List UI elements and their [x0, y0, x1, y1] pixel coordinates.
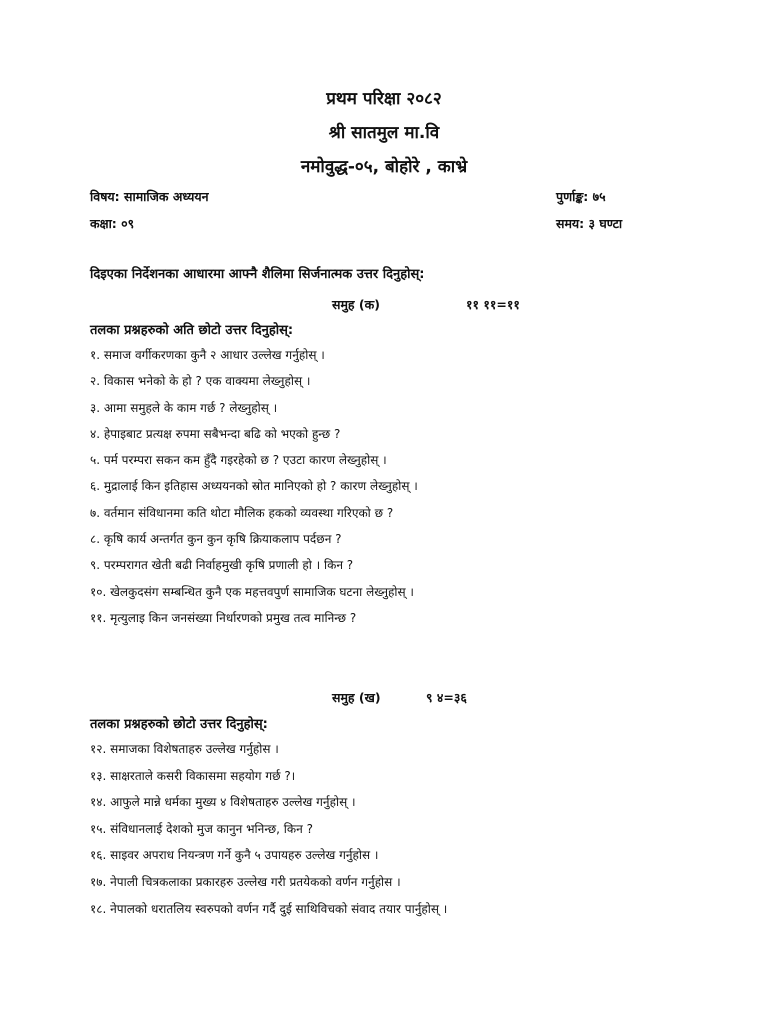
- group-ka-marks: ११ ११=११: [466, 297, 520, 312]
- question-item: १८. नेपालको धरातलिय स्वरुपको वर्णन गर्दै दुई साथिविचको संवाद तयार पार्नुहोस् ।: [90, 901, 448, 916]
- question-item: ११. मृत्युलाइ किन जनसंख्या निर्धारणको प्रमुख तत्व मानिन्छ ?: [90, 610, 357, 625]
- time-label: समय: ३ घण्टा: [556, 216, 623, 231]
- question-item: १६. साइवर अपराध नियन्त्रण गर्ने कुनै ५ उपायहरु उल्लेख गर्नुहोस ।: [90, 848, 379, 863]
- question-item: ३. आमा समुहले के काम गर्छ ? लेख्नुहोस् ।: [90, 400, 278, 415]
- question-item: ८. कृषि कार्य अन्तर्गत कुन कुन कृषि क्रियाकलाप पर्दछन ?: [90, 532, 342, 547]
- subject-label: विषय: सामाजिक अध्ययन: [90, 189, 209, 204]
- school-name: श्री सातमुल मा.वि: [328, 123, 440, 143]
- question-item: १७. नेपाली चित्रकलाका प्रकारहरु उल्लेख गरी प्रतयेकको वर्णन गर्नुहोस ।: [90, 874, 401, 889]
- general-instruction: दिइएका निर्देशनका आधारमा आफ्नै शैलिमा सिर्जनात्मक उत्तर दिनुहोस्:: [90, 267, 425, 282]
- question-item: २. विकास भनेको के हो ? एक वाक्यमा लेख्नुहोस् ।: [90, 374, 311, 389]
- group-kha-question-list: [90, 740, 447, 926]
- question-item: १२. समाजका विशेषताहरु उल्लेख गर्नुहोस ।: [90, 742, 279, 756]
- question-item: १३. साक्षरताले कसरी विकासमा सहयोग गर्छ ?।: [90, 768, 296, 783]
- group-kha-marks: ९ ४=३६: [426, 690, 467, 705]
- question-item: १०. खेलकुदसंग सम्बन्धित कुनै एक महत्तवपुर्ण सामाजिक घटना लेख्नुहोस् ।: [90, 584, 414, 599]
- group-kha-subtitle: तलका प्रश्नहरुको छोटो उत्तर दिनुहोस्:: [90, 717, 268, 732]
- question-item: ५. पर्म परम्परा सकन कम हुँदै गइरहेको छ ? एउटा कारण लेख्नुहोस् ।: [90, 453, 387, 468]
- full-marks-label: पुर्णाङ्क: ७५: [556, 189, 606, 204]
- question-item: ७. वर्तमान संविधानमा कति थोटा मौलिक हकको व्यवस्था गरिएको छ ?: [90, 505, 394, 520]
- school-address: नमोवुद्ध-०५, बोहोरे , काभ्रे: [300, 157, 468, 177]
- question-item: १. समाज वर्गीकरणका कुनै २ आधार उल्लेख गर्नुहोस् ।: [90, 348, 325, 362]
- class-label: कक्षा: ०९: [90, 216, 135, 231]
- question-item: ६. मुद्रालाई किन इतिहास अध्ययनको स्रोत मानिएको हो ? कारण लेख्नुहोस् ।: [90, 479, 418, 494]
- group-ka-title: समुह (क): [332, 297, 380, 312]
- question-item: ४. हेपाइबाट प्रत्यक्ष रुपमा सबैभन्दा बढि को भएको हुन्छ ?: [90, 426, 341, 441]
- group-ka-question-list: [90, 346, 418, 635]
- exam-title: प्रथम परिक्षा २०८२: [326, 89, 442, 109]
- question-item: ९. परम्परागत खेती बढी निर्वाहमुखी कृषि प्रणाली हो । किन ?: [90, 558, 354, 573]
- question-item: १४. आफुले मान्ने धर्मका मुख्य ४ विशेषताहरु उल्लेख गर्नुहोस् ।: [90, 795, 356, 810]
- group-ka-subtitle: तलका प्रश्नहरुको अति छोटो उत्तर दिनुहोस्:: [90, 323, 294, 338]
- group-kha-title: समुह (ख): [332, 690, 381, 705]
- question-item: १५. संविधानलाई देशको मुज कानुन भनिन्छ, किन ?: [90, 821, 313, 836]
